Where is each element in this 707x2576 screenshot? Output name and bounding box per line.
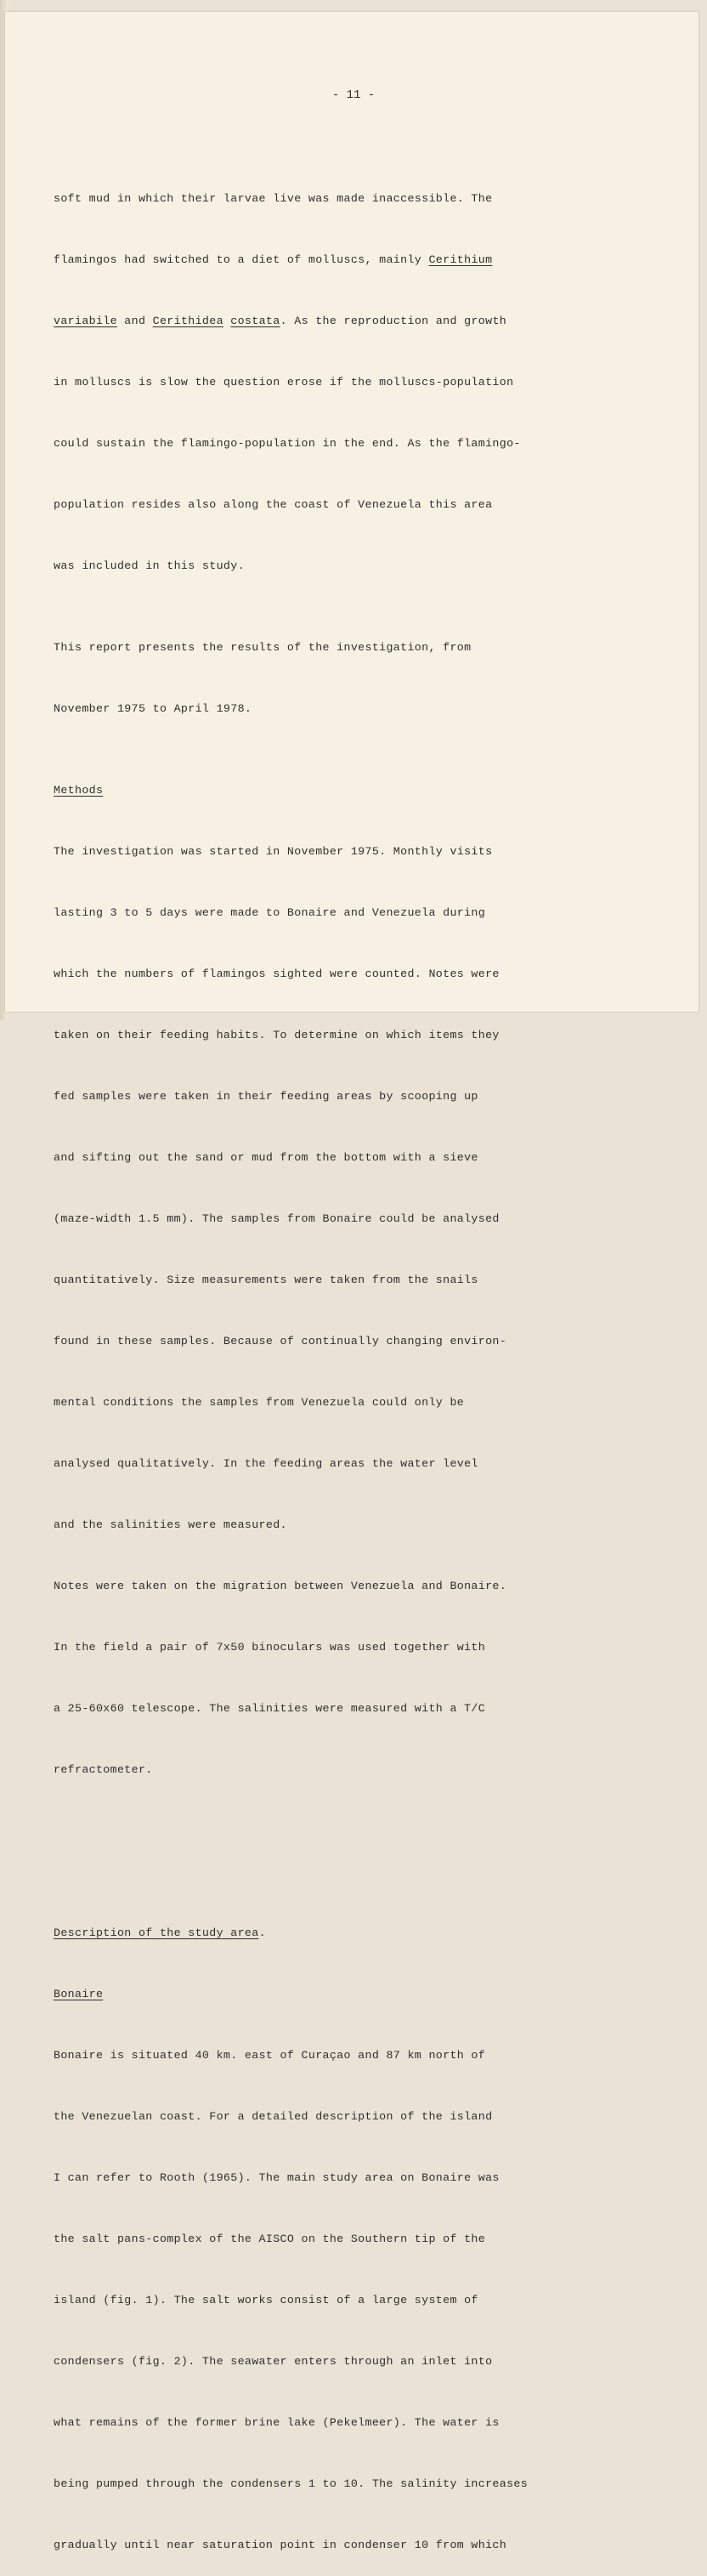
species-name-costata: costata: [230, 315, 280, 327]
text-run: and: [116, 315, 153, 327]
study-area-heading-text: Description of the study area: [54, 1926, 259, 1939]
text-line: I can refer to Rooth (1965). The main study area on Bonaire was: [54, 2171, 500, 2184]
text-line: refractometer.: [54, 1763, 153, 1776]
text-line: [54, 311, 648, 332]
text-line: the Venezuelan coast. For a detailed description of the island: [54, 2110, 493, 2123]
text-line: quantitatively. Size measurements were taken from the snails: [54, 1274, 478, 1286]
text-line: could sustain the flamingo-population in the end. As the flamingo-: [54, 437, 521, 450]
study-area-heading: [54, 1923, 648, 1943]
page-number: - 11 -: [331, 88, 376, 102]
text-line: what remains of the former brine lake (Pekelmeer). The water is: [54, 2416, 500, 2429]
text-run: . As the reproduction and growth: [280, 315, 507, 327]
text-line: Bonaire is situated 40 km. east of Curaçao and 87 km north of: [54, 2049, 486, 2062]
text-line: found in these samples. Because of continually changing environ-: [54, 1335, 507, 1348]
text-run: [223, 315, 230, 327]
text-line: November 1975 to April 1978.: [54, 702, 252, 715]
text-line: taken on their feeding habits. To determine on which items they: [54, 1029, 500, 1041]
text-line: The investigation was started in November 1975. Monthly visits: [54, 845, 493, 858]
body-text: [54, 148, 648, 2576]
text-line: being pumped through the condensers 1 to 10. The salinity increases: [54, 2477, 529, 2490]
text-line: In the field a pair of 7x50 binoculars was used together with: [54, 1641, 486, 1654]
text-line: fed samples were taken in their feeding areas by scooping up: [54, 1090, 478, 1103]
species-name-cerithium: Cerithium: [428, 253, 493, 266]
text-line: the salt pans-complex of the AISCO on the Southern tip of the: [54, 2233, 486, 2245]
text-line: a 25-60x60 telescope. The salinities were measured with a T/C: [54, 1702, 486, 1715]
text-line: lasting 3 to 5 days were made to Bonaire and Venezuela during: [54, 906, 486, 919]
text-line: mental conditions the samples from Venezuela could only be: [54, 1396, 465, 1409]
text-line: island (fig. 1). The salt works consist of a large system of: [54, 2294, 478, 2306]
methods-heading-text: Methods: [54, 784, 104, 797]
bonaire-subheading: [54, 1984, 648, 2005]
heading-period: .: [258, 1926, 266, 1939]
text-line: and sifting out the sand or mud from the bottom with a sieve: [54, 1151, 478, 1164]
methods-heading: [54, 780, 648, 801]
species-name-cerithidea: Cerithidea: [152, 315, 223, 327]
text-line: soft mud in which their larvae live was made inaccessible. The: [54, 192, 493, 205]
text-line: (maze-width 1.5 mm). The samples from Bonaire could be analysed: [54, 1212, 500, 1225]
text-line: which the numbers of flamingos sighted were counted. Notes were: [54, 967, 500, 980]
text-line: population resides also along the coast of Venezuela this area: [54, 498, 493, 511]
bonaire-subheading-text: Bonaire: [54, 1988, 104, 2000]
text-line: in molluscs is slow the question erose if the molluscs-population: [54, 376, 514, 389]
text-line: was included in this study.: [54, 559, 245, 572]
text-line: analysed qualitatively. In the feeding areas the water level: [54, 1457, 478, 1470]
text-line: [54, 250, 648, 270]
text-line: condensers (fig. 2). The seawater enters through an inlet into: [54, 2355, 493, 2368]
blank-line: [54, 1841, 648, 1862]
text-run: flamingos had switched to a diet of molluscs, mainly: [54, 253, 429, 266]
text-line: This report presents the results of the investigation, from: [54, 641, 472, 654]
text-line: Notes were taken on the migration between Venezuela and Bonaire.: [54, 1580, 507, 1592]
text-line: gradually until near saturation point in condenser 10 from which: [54, 2539, 507, 2551]
species-name-variabile: variabile: [54, 315, 117, 327]
text-line: and the salinities were measured.: [54, 1518, 287, 1531]
